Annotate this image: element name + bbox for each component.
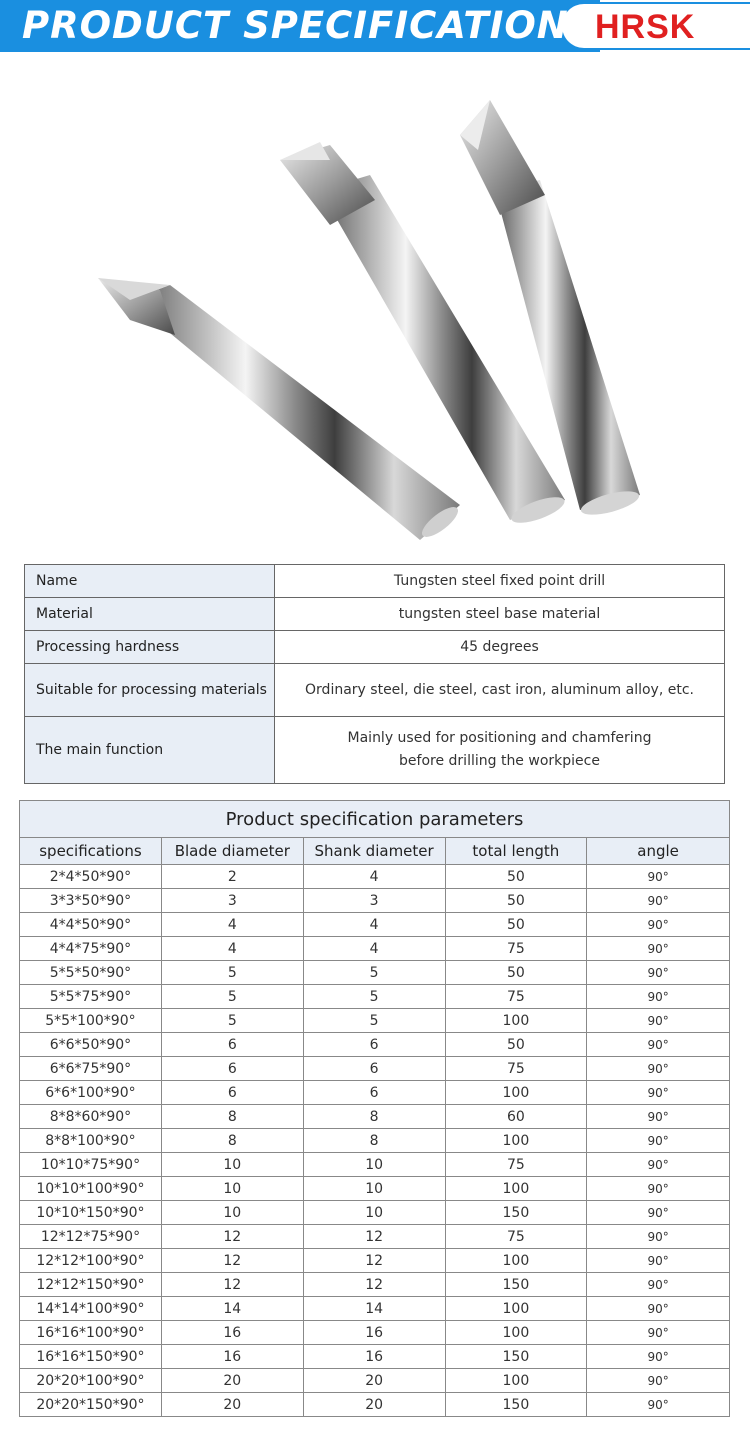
table-cell: 3: [303, 889, 445, 913]
table-row: [20, 1201, 730, 1225]
table-cell: 6: [303, 1033, 445, 1057]
table-cell: 100: [445, 1081, 587, 1105]
table-row: [20, 961, 730, 985]
table-cell: 6*6*75*90°: [20, 1057, 162, 1081]
table-cell: 90°: [587, 937, 730, 961]
table-cell: 90°: [587, 1057, 730, 1081]
table-cell: 10*10*150*90°: [20, 1201, 162, 1225]
col-header: angle: [587, 838, 730, 865]
table-cell: 16: [161, 1321, 303, 1345]
info-value: 45 degrees: [275, 631, 725, 664]
table-cell: 6: [161, 1033, 303, 1057]
table-row: [20, 1081, 730, 1105]
table-cell: 100: [445, 1249, 587, 1273]
table-cell: 5*5*75*90°: [20, 985, 162, 1009]
table-cell: 4*4*50*90°: [20, 913, 162, 937]
table-cell: 20*20*100*90°: [20, 1369, 162, 1393]
table-cell: 90°: [587, 1129, 730, 1153]
table-cell: 90°: [587, 1345, 730, 1369]
table-cell: 6: [161, 1057, 303, 1081]
spec-caption: Product specification parameters: [20, 801, 730, 838]
info-value: [275, 717, 725, 784]
table-row: [20, 1345, 730, 1369]
table-cell: 4: [303, 865, 445, 889]
table-row: [20, 1057, 730, 1081]
table-cell: 6*6*100*90°: [20, 1081, 162, 1105]
table-row: [20, 1177, 730, 1201]
table-cell: 16: [303, 1321, 445, 1345]
table-cell: 20: [161, 1369, 303, 1393]
table-cell: 16*16*150*90°: [20, 1345, 162, 1369]
page-title: PRODUCT SPECIFICATIONS: [22, 4, 597, 47]
col-header: total length: [445, 838, 587, 865]
table-cell: 50: [445, 889, 587, 913]
table-cell: 20: [303, 1393, 445, 1417]
table-cell: 5: [303, 1009, 445, 1033]
table-cell: 90°: [587, 1321, 730, 1345]
info-value: Tungsten steel fixed point drill: [275, 565, 725, 598]
table-cell: 90°: [587, 1225, 730, 1249]
table-cell: 5: [303, 985, 445, 1009]
table-cell: 8*8*100*90°: [20, 1129, 162, 1153]
table-cell: 6: [161, 1081, 303, 1105]
info-value-line: before drilling the workpiece: [399, 753, 600, 769]
table-cell: 8: [303, 1105, 445, 1129]
table-cell: 90°: [587, 1009, 730, 1033]
table-cell: 10: [161, 1177, 303, 1201]
table-cell: 12: [161, 1273, 303, 1297]
info-value: Ordinary steel, die steel, cast iron, aluminum alloy, etc.: [275, 664, 725, 717]
info-key: Material: [25, 598, 275, 631]
table-cell: 90°: [587, 1273, 730, 1297]
table-cell: 10: [303, 1153, 445, 1177]
info-key: The main function: [25, 717, 275, 784]
table-cell: 90°: [587, 1033, 730, 1057]
info-row-hardness: [25, 631, 725, 664]
table-cell: 3: [161, 889, 303, 913]
table-cell: 100: [445, 1009, 587, 1033]
info-row-function: [25, 717, 725, 784]
table-cell: 2*4*50*90°: [20, 865, 162, 889]
table-row: [20, 889, 730, 913]
table-cell: 150: [445, 1201, 587, 1225]
table-cell: 12*12*100*90°: [20, 1249, 162, 1273]
table-cell: 5*5*50*90°: [20, 961, 162, 985]
table-cell: 4*4*75*90°: [20, 937, 162, 961]
table-row: [20, 1033, 730, 1057]
table-cell: 90°: [587, 961, 730, 985]
table-cell: 14: [303, 1297, 445, 1321]
info-key: Name: [25, 565, 275, 598]
table-cell: 16: [161, 1345, 303, 1369]
table-row: [20, 1273, 730, 1297]
table-cell: 4: [161, 937, 303, 961]
info-row-materials: [25, 664, 725, 717]
table-cell: 75: [445, 1057, 587, 1081]
table-row: [20, 1009, 730, 1033]
table-row: [20, 1249, 730, 1273]
table-cell: 5: [161, 1009, 303, 1033]
table-cell: 90°: [587, 889, 730, 913]
table-cell: 90°: [587, 985, 730, 1009]
table-cell: 150: [445, 1345, 587, 1369]
info-value-line: Mainly used for positioning and chamfering: [347, 730, 652, 746]
table-cell: 3*3*50*90°: [20, 889, 162, 913]
table-cell: 5: [161, 961, 303, 985]
table-cell: 150: [445, 1393, 587, 1417]
table-cell: 8: [303, 1129, 445, 1153]
table-cell: 75: [445, 1153, 587, 1177]
table-cell: 90°: [587, 1369, 730, 1393]
table-cell: 90°: [587, 1153, 730, 1177]
table-row: [20, 865, 730, 889]
table-cell: 10: [161, 1153, 303, 1177]
table-cell: 10: [161, 1201, 303, 1225]
info-value: tungsten steel base material: [275, 598, 725, 631]
table-row: [20, 913, 730, 937]
table-cell: 150: [445, 1273, 587, 1297]
product-info-table: [24, 564, 725, 784]
table-cell: 100: [445, 1321, 587, 1345]
table-cell: 14: [161, 1297, 303, 1321]
brand-logo: HRSK: [595, 8, 696, 46]
table-cell: 14*14*100*90°: [20, 1297, 162, 1321]
table-cell: 4: [161, 913, 303, 937]
table-cell: 90°: [587, 1081, 730, 1105]
table-cell: 75: [445, 985, 587, 1009]
info-row-name: [25, 565, 725, 598]
spec-header-row: [20, 838, 730, 865]
table-row: [20, 1369, 730, 1393]
table-cell: 90°: [587, 1201, 730, 1225]
table-cell: 10*10*75*90°: [20, 1153, 162, 1177]
table-cell: 12: [303, 1273, 445, 1297]
table-row: [20, 1105, 730, 1129]
header-banner: [0, 0, 750, 52]
table-cell: 8*8*60*90°: [20, 1105, 162, 1129]
table-cell: 10: [303, 1201, 445, 1225]
table-cell: 90°: [587, 865, 730, 889]
table-cell: 5: [161, 985, 303, 1009]
table-cell: 8: [161, 1129, 303, 1153]
table-row: [20, 1393, 730, 1417]
table-row: [20, 1225, 730, 1249]
table-cell: 90°: [587, 1393, 730, 1417]
table-cell: 12: [303, 1249, 445, 1273]
table-cell: 90°: [587, 1177, 730, 1201]
table-cell: 8: [161, 1105, 303, 1129]
table-cell: 4: [303, 937, 445, 961]
table-cell: 20*20*150*90°: [20, 1393, 162, 1417]
table-row: [20, 1129, 730, 1153]
table-cell: 90°: [587, 1105, 730, 1129]
table-cell: 50: [445, 961, 587, 985]
table-cell: 6: [303, 1057, 445, 1081]
table-cell: 5*5*100*90°: [20, 1009, 162, 1033]
table-cell: 20: [161, 1393, 303, 1417]
table-cell: 6*6*50*90°: [20, 1033, 162, 1057]
table-cell: 75: [445, 937, 587, 961]
table-cell: 5: [303, 961, 445, 985]
table-cell: 90°: [587, 913, 730, 937]
col-header: Blade diameter: [161, 838, 303, 865]
table-row: [20, 1321, 730, 1345]
table-row: [20, 985, 730, 1009]
table-cell: 90°: [587, 1249, 730, 1273]
spec-body: [20, 865, 730, 1417]
info-row-material: [25, 598, 725, 631]
table-cell: 75: [445, 1225, 587, 1249]
table-cell: 12*12*75*90°: [20, 1225, 162, 1249]
table-cell: 20: [303, 1369, 445, 1393]
table-row: [20, 1297, 730, 1321]
table-cell: 12: [303, 1225, 445, 1249]
info-key: Suitable for processing materials: [25, 664, 275, 717]
table-cell: 50: [445, 913, 587, 937]
table-cell: 2: [161, 865, 303, 889]
table-cell: 50: [445, 865, 587, 889]
table-row: [20, 937, 730, 961]
table-cell: 100: [445, 1129, 587, 1153]
table-cell: 100: [445, 1297, 587, 1321]
spec-table: [19, 800, 730, 1417]
table-cell: 12: [161, 1249, 303, 1273]
table-cell: 16*16*100*90°: [20, 1321, 162, 1345]
table-cell: 12*12*150*90°: [20, 1273, 162, 1297]
table-cell: 50: [445, 1033, 587, 1057]
table-cell: 12: [161, 1225, 303, 1249]
product-image: [0, 60, 750, 560]
table-cell: 60: [445, 1105, 587, 1129]
col-header: Shank diameter: [303, 838, 445, 865]
table-cell: 16: [303, 1345, 445, 1369]
table-cell: 90°: [587, 1297, 730, 1321]
table-cell: 100: [445, 1369, 587, 1393]
table-cell: 10: [303, 1177, 445, 1201]
table-cell: 4: [303, 913, 445, 937]
info-key: Processing hardness: [25, 631, 275, 664]
col-header: specifications: [20, 838, 162, 865]
table-cell: 6: [303, 1081, 445, 1105]
table-cell: 10*10*100*90°: [20, 1177, 162, 1201]
table-cell: 100: [445, 1177, 587, 1201]
table-row: [20, 1153, 730, 1177]
